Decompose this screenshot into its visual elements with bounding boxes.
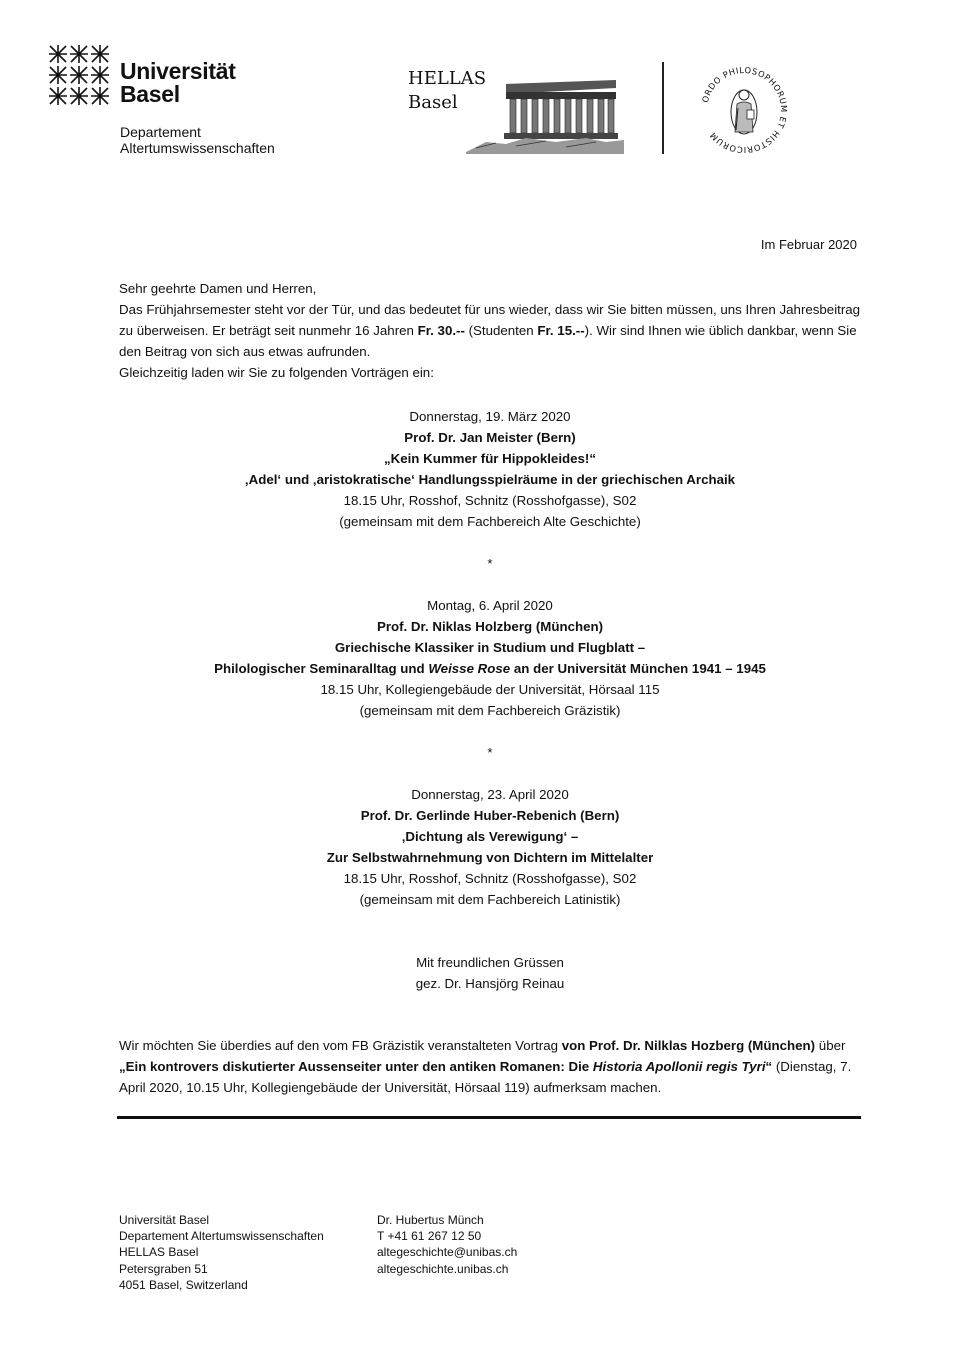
department-name: [120, 124, 275, 156]
footer-address-line: 4051 Basel, Switzerland: [119, 1277, 248, 1292]
lecture-1: [119, 406, 861, 532]
lecture-3: [119, 784, 861, 910]
header-divider: [662, 62, 664, 154]
membership-fee-paragraph: [119, 299, 861, 362]
lecture-date: Donnerstag, 23. April 2020: [411, 787, 569, 802]
parthenon-temple-icon: [466, 72, 624, 154]
lecture-subtitle-part-1: Philologischer Seminaralltag und: [214, 661, 429, 676]
closing-signature: gez. Dr. Hansjörg Reinau: [415, 976, 565, 991]
note-title: „Ein kontrovers diskutierter Aussenseiter unter den antiken Romanen: Die: [119, 1059, 593, 1074]
faculty-seal-icon: [696, 62, 792, 158]
note-title-close: “: [765, 1059, 773, 1074]
lecture-list: [119, 406, 861, 910]
lecture-partner: (gemeinsam mit dem Fachbereich Gräzistik): [359, 703, 621, 718]
department-line-2: Altertumswissenschaften: [120, 140, 275, 156]
note-text-1: Wir möchten Sie überdies auf den vom FB Gräzistik veranstalteten Vortrag: [119, 1038, 562, 1053]
footer-address-line: Universität Basel: [119, 1213, 210, 1227]
footer-contact-email[interactable]: altegeschichte@unibas.ch: [377, 1245, 518, 1260]
letter-date: Im Februar 2020: [760, 237, 857, 252]
hellas-line-1: HELLAS: [408, 68, 487, 89]
footer-contact-name: Dr. Hubertus Münch: [377, 1213, 484, 1227]
lecture-subtitle-emphasis: Weisse Rose: [428, 661, 511, 676]
lecture-title: Griechische Klassiker in Studium und Flugblatt –: [334, 640, 646, 655]
lecture-partner: (gemeinsam mit dem Fachbereich Latinistik): [359, 892, 621, 907]
university-basel-logo-icon: [48, 44, 110, 106]
additional-lecture-note: [119, 1035, 861, 1098]
fee-text-2: (Studenten: [464, 323, 538, 338]
lecture-subtitle: Zur Selbstwahrnehmung von Dichtern im Mittelalter: [326, 850, 654, 865]
letter-intro: [119, 278, 861, 383]
footer-address-line: Petersgraben 51: [119, 1261, 208, 1276]
letter-closing: [119, 952, 861, 994]
note-speaker: von Prof. Dr. Nilklas Hozberg (München): [561, 1038, 816, 1053]
lecture-location: 18.15 Uhr, Rosshof, Schnitz (Rosshofgasse), S02: [343, 871, 637, 886]
lecture-speaker: Prof. Dr. Gerlinde Huber-Rebenich (Bern): [360, 808, 620, 823]
lecture-speaker: Prof. Dr. Jan Meister (Bern): [404, 430, 576, 445]
university-name-line-2: Basel: [120, 81, 180, 107]
lecture-location: 18.15 Uhr, Rosshof, Schnitz (Rosshofgasse), S02: [343, 493, 637, 508]
lecture-subtitle: ‚Adel‘ und ‚aristokratische‘ Handlungsspielräume in der griechischen Archaik: [244, 472, 736, 487]
university-name-line-1: Universität: [120, 58, 236, 84]
separator-star: *: [487, 556, 493, 571]
hellas-line-2: Basel: [408, 92, 458, 113]
lecture-title: ‚Dichtung als Verewigung‘ –: [401, 829, 579, 844]
salutation: Sehr geehrte Damen und Herren,: [119, 281, 317, 296]
lecture-date: Donnerstag, 19. März 2020: [409, 409, 571, 424]
footer-address-line: Departement Altertumswissenschaften: [119, 1229, 324, 1244]
lecture-subtitle-part-2: an der Universität München 1941 – 1945: [510, 661, 766, 676]
fee-text-3: ). Wir sind Ihnen wie üblich dankbar, wenn Sie den Beitrag von sich aus etwas aufrunden.: [119, 323, 857, 359]
lecture-partner: (gemeinsam mit dem Fachbereich Alte Geschichte): [339, 514, 641, 529]
invitation-line: Gleichzeitig laden wir Sie zu folgenden Vorträgen ein:: [119, 365, 434, 380]
lecture-2: [119, 595, 861, 721]
seal-text: ORDO PHILOSOPHORUM ET HISTORICORUM: [699, 64, 790, 156]
footer-address: [119, 1212, 324, 1293]
lecture-location: 18.15 Uhr, Kollegiengebäude der Universität, Hörsaal 115: [320, 682, 660, 697]
university-name: [120, 60, 236, 106]
footer-address-line: HELLAS Basel: [119, 1245, 199, 1260]
fee-amount-students: Fr. 15.--: [537, 323, 585, 338]
closing-greeting: Mit freundlichen Grüssen: [416, 955, 564, 970]
footer-contact-phone: T +41 61 267 12 50: [377, 1229, 482, 1244]
note-title-emphasis: Historia Apollonii regis Tyri: [592, 1059, 766, 1074]
footer-rule: [117, 1116, 861, 1119]
department-line-1: Departement: [120, 124, 201, 140]
footer-contact: [377, 1212, 517, 1277]
fee-amount: Fr. 30.--: [417, 323, 465, 338]
note-text-2: über: [815, 1038, 846, 1053]
note-text-3: (Dienstag, 7. April 2020, 10.15 Uhr, Kollegiengebäude der Universität, Hörsaal 119) aufmerksam machen.: [119, 1059, 852, 1095]
footer-contact-website[interactable]: altegeschichte.unibas.ch: [377, 1261, 509, 1276]
lecture-title: „Kein Kummer für Hippokleides!“: [383, 451, 597, 466]
lecture-date: Montag, 6. April 2020: [427, 598, 553, 613]
separator-star: *: [487, 745, 493, 760]
lecture-subtitle: [119, 658, 861, 679]
lecture-speaker: Prof. Dr. Niklas Holzberg (München): [376, 619, 604, 634]
fee-text-1: Das Frühjahrsemester steht vor der Tür, und das bedeutet für uns wieder, dass wir Sie bitten müssen, uns Ihren Jahresbeitrag zu überweisen. Er beträgt seit nunmehr 16 Jahren: [119, 302, 861, 338]
